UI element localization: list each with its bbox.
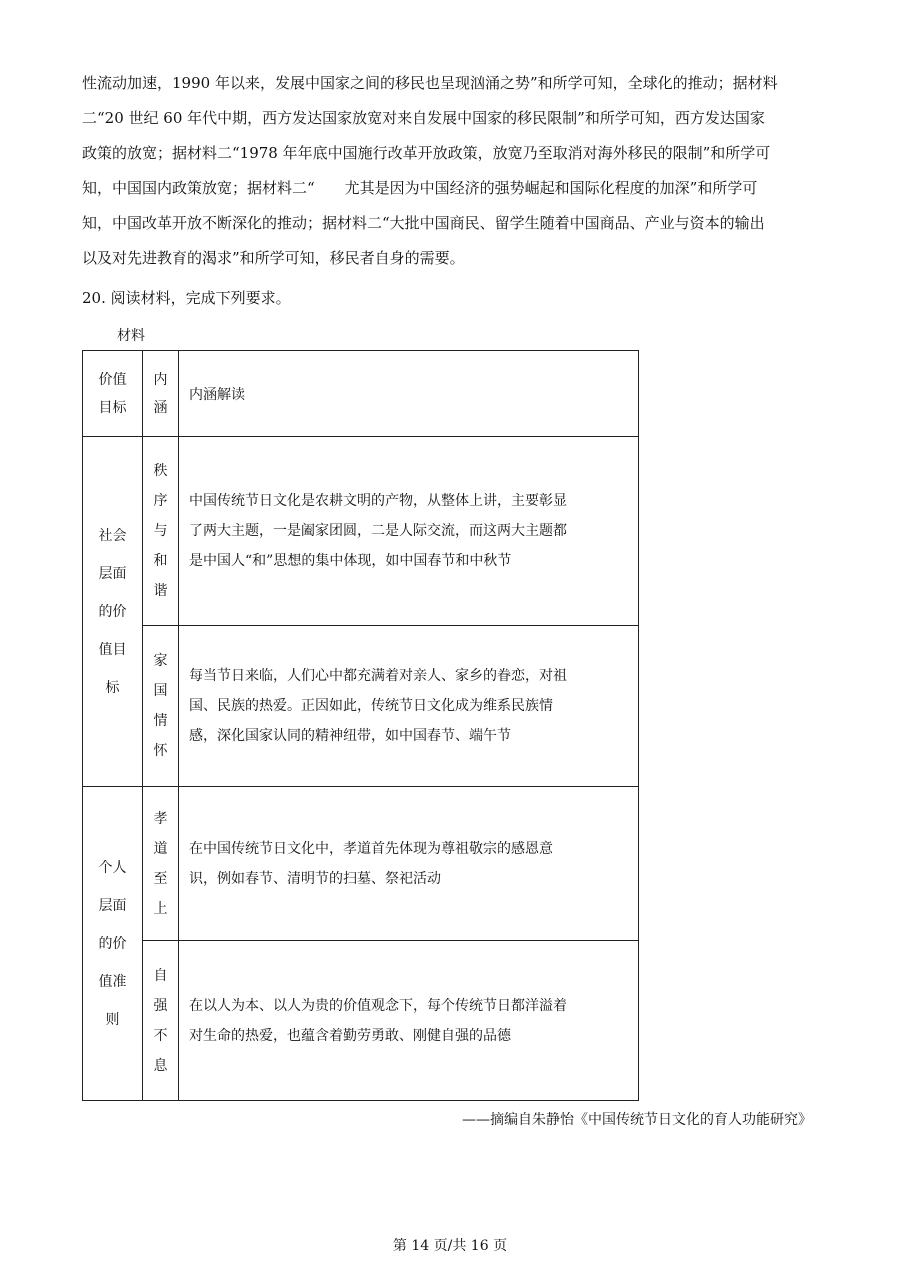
connotation-char: 国 [153, 683, 168, 699]
connotation-char: 自 [153, 967, 168, 984]
connotation-char: 谐 [153, 583, 168, 599]
interpretation-line: 是中国人“和”思想的集中体现，如中国春节和中秋节 [189, 553, 512, 569]
interpretation-cell [179, 941, 639, 1101]
paragraph-line: 知，中国国内政策放宽；据材料二“ 尤其是因为中国经济的强势崛起和国际化程度的加深”和所学可 [82, 179, 758, 197]
connotation-char: 和 [153, 553, 168, 569]
interpretation-line: 每当节日来临，人们心中都充满着对亲人、家乡的眷恋，对祖 [189, 668, 567, 684]
interpretation-line: 在以人为本、以人为贵的价值观念下，每个传统节日都洋溢着 [189, 997, 567, 1014]
material-label: 材料 [117, 328, 145, 344]
target-text: 层面 [98, 565, 127, 582]
connotation-cell [143, 787, 179, 941]
paragraph-line: 知，中国改革开放不断深化的推动；据材料二“大批中国商民、留学生随着中国商品、产业与资本的输出 [82, 214, 765, 232]
interpretation-cell [179, 787, 639, 941]
target-text: 则 [105, 1011, 120, 1028]
target-text: 标 [105, 679, 120, 696]
paragraph-line: 政策的放宽；据材料二“1978 年年底中国施行改革开放政策，放宽乃至取消对海外移民的限制”和所学可 [82, 144, 771, 162]
interpretation-line: 国、民族的热爱。正因如此，传统节日文化成为维系民族情 [189, 698, 553, 714]
interpretation-line: 了两大主题，一是阖家团圆，二是人际交流，而这两大主题都 [189, 523, 567, 539]
target-text: 值目 [98, 641, 127, 658]
connotation-cell [143, 941, 179, 1101]
connotation-char: 家 [153, 653, 168, 669]
interpretation-line: 在中国传统节日文化中，孝道首先体现为尊祖敬宗的感恩意 [189, 840, 553, 857]
connotation-char: 至 [153, 870, 168, 887]
header-text: 内 [153, 371, 168, 388]
header-text: 目标 [98, 399, 127, 416]
target-text: 个人 [98, 859, 127, 876]
table-row [83, 437, 639, 626]
target-text: 的价 [98, 935, 127, 952]
paragraph-line: 二“20 世纪 60 年代中期，西方发达国家放宽对来自发展中国家的移民限制”和所学可知，西方发达国家 [82, 109, 765, 127]
value-target-personal [83, 787, 143, 1101]
interpretation-cell [179, 626, 639, 787]
header-value-target [83, 351, 143, 437]
table-row [83, 941, 639, 1101]
interpretation-line: 对生命的热爱，也蕴含着勤劳勇敢、刚健自强的品德 [189, 1027, 511, 1044]
table-row [83, 787, 639, 941]
table-row [83, 626, 639, 787]
interpretation-line: 中国传统节日文化是农耕文明的产物，从整体上讲，主要彰显 [189, 493, 567, 509]
table-header-row [83, 351, 639, 437]
source-citation: ——摘编自朱静怡《中国传统节日文化的育人功能研究》 [462, 1112, 812, 1128]
connotation-cell [143, 437, 179, 626]
interpretation-cell [179, 437, 639, 626]
connotation-cell [143, 626, 179, 787]
target-text: 社会 [98, 527, 127, 544]
answer-paragraph [82, 66, 817, 276]
question-title: 20. 阅读材料，完成下列要求。 [82, 289, 291, 307]
paragraph-line: 性流动加速，1990 年以来，发展中国家之间的移民也呈现汹涌之势”和所学可知，全球化的推动；据材料 [82, 74, 778, 92]
connotation-char: 与 [153, 523, 168, 539]
target-text: 值准 [98, 973, 127, 990]
connotation-char: 序 [153, 493, 168, 509]
connotation-char: 秩 [153, 463, 168, 479]
connotation-char: 道 [153, 840, 168, 857]
connotation-char: 上 [153, 900, 168, 917]
interpretation-line: 感，深化国家认同的精神纽带，如中国春节、端午节 [189, 728, 511, 744]
header-interpretation: 内涵解读 [179, 351, 639, 437]
paragraph-line: 以及对先进教育的渴求”和所学可知，移民者自身的需要。 [82, 249, 465, 267]
value-target-social [83, 437, 143, 787]
material-table [82, 350, 639, 1101]
header-connotation [143, 351, 179, 437]
target-text: 层面 [98, 897, 127, 914]
connotation-char: 情 [153, 713, 168, 729]
interpretation-line: 识，例如春节、清明节的扫墓、祭祀活动 [189, 870, 441, 887]
target-text: 的价 [98, 603, 127, 620]
header-text: 价值 [98, 371, 127, 388]
connotation-char: 强 [153, 997, 168, 1014]
connotation-char: 息 [153, 1057, 168, 1074]
page-footer: 第 14 页/共 16 页 [392, 1238, 508, 1254]
connotation-char: 孝 [153, 810, 168, 827]
header-text: 涵 [153, 399, 168, 416]
connotation-char: 不 [153, 1027, 168, 1044]
connotation-char: 怀 [153, 743, 168, 759]
